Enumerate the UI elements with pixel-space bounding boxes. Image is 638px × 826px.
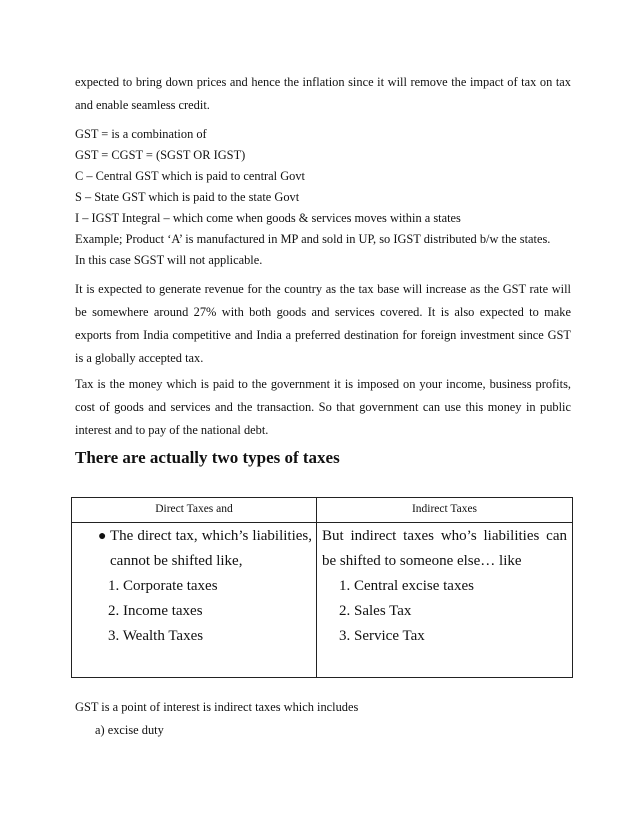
section-heading: There are actually two types of taxes: [75, 448, 340, 467]
gst-line: GST = is a combination of: [75, 127, 207, 141]
list-item: 1. Central excise taxes: [339, 578, 474, 594]
tax-definition-paragraph: Tax is the money which is paid to the government it is imposed on your income, business profits, cost of goods and services and the transaction. So that government can use this money in public interest and to pay of the national debt.: [75, 377, 571, 437]
list-item: 2. Income taxes: [108, 603, 203, 619]
indirect-taxes-header: Indirect Taxes: [317, 498, 573, 523]
direct-taxes-cell: [72, 523, 317, 678]
intro-paragraph: expected to bring down prices and hence the inflation since it will remove the impact of tax on tax and enable seamless credit.: [75, 75, 571, 112]
indirect-tax-description: But indirect taxes who’s liabilities can be shifted to someone else… like: [322, 528, 567, 569]
gst-line: In this case SGST will not applicable.: [75, 253, 263, 267]
indirect-taxes-intro: GST is a point of interest is indirect taxes which includes: [75, 700, 359, 714]
gst-definition-lines: [75, 124, 571, 271]
gst-line: C – Central GST which is paid to central Govt: [75, 169, 305, 183]
list-item: 1. Corporate taxes: [108, 578, 218, 594]
table-row: [72, 523, 573, 678]
table-header-row: [72, 498, 573, 523]
bullet-icon: ●: [98, 529, 107, 544]
direct-taxes-header: Direct Taxes and: [72, 498, 317, 523]
list-item: 2. Sales Tax: [339, 603, 412, 619]
list-item: 3. Service Tax: [339, 628, 425, 644]
revenue-paragraph: It is expected to generate revenue for the country as the tax base will increase as the GST rate will be somewhere around 27% with both goods and services covered. It is also expected to make exports from India competitive and India a preferred destination for foreign investment since GST is a globally accepted tax.: [75, 282, 571, 365]
gst-line: Example; Product ‘A’ is manufactured in MP and sold in UP, so IGST distributed b/w the states.: [75, 232, 551, 246]
gst-line: I – IGST Integral – which come when goods & services moves within a states: [75, 211, 461, 225]
direct-tax-description: The direct tax, which’s liabilities, cannot be shifted like,: [110, 528, 312, 569]
indirect-taxes-cell: [317, 523, 573, 678]
gst-line: S – State GST which is paid to the state Govt: [75, 190, 300, 204]
tax-types-table: [71, 497, 573, 678]
gst-line: GST = CGST = (SGST OR IGST): [75, 148, 246, 162]
list-item: 3. Wealth Taxes: [108, 628, 204, 644]
list-item: a) excise duty: [95, 723, 164, 737]
